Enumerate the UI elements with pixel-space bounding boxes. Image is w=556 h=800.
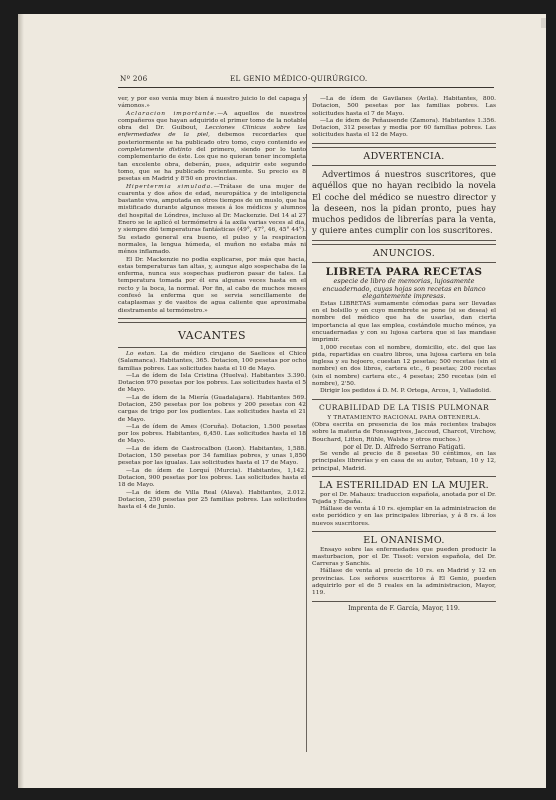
section-rule [312,399,496,400]
paragraph: Hipertermia simulada.—Trátase de una mujer de cuarenta y dos años de edad, neuropática y de inteligencia bastante viva, amputada en otros tiempos de un muslo, que ha mistificado durante algunos meses á los médicos y alumnos del hospital de Lóndres, incluso al Dr. Mackenzie. Del 14 al 27 Enero se le aplicó el termómetro á la axila varias veces al dia, y siempre dió temperaturas fantásticas (49°, 47°, 46, 45° 44°). Su estado general era bueno, el pulso y la respiracion normales, la lengua húmeda, el muñon no estaba más ni ménos inflamado. [118,183,306,256]
advertencia-heading: ADVERTENCIA. [363,150,445,162]
imprint-line: Imprenta de F. García, Mayor, 119. [348,604,460,612]
paragraph: El Dr. Mackenzie no podia explicarse, por más que hacia, estas temperaturas tan altas, y, aunque algo sospechaba de la enferma, nunca sus sospechas pudieron pasar de tales. La temperatura tomada por él era algunas veces hasta en el recto y la boca, la normal. Por fin, al cabo de muchos meses confesó la enferma que se servia sencillamente de cataplasmas y de vasitos de agua caliente que aproximaba diestramente al termómetro.» [118,256,306,314]
curabilidad-author: por el Dr. D. Alfredo Serrano Fatigati. [342,442,466,451]
corner-mark [541,18,546,28]
section-rule [118,347,306,348]
section-rule [118,318,306,323]
vacancy-item: —La de ídem de Isla Cristina (Huelva). Habitantes 3.390. Dotacion 970 pesetas por los pobres. Las solicitudes hasta el 5 de Mayo. [118,372,306,394]
header-rule [118,87,494,88]
left-column [118,96,306,511]
page-header [120,74,490,88]
vacantes-heading: VACANTES [177,328,247,342]
esterilidad-heading: LA ESTERILIDAD EN LA MUJER. [319,480,489,492]
page-edge-shadow [18,14,24,788]
libreta-subtitle: especie de libro de memorias, lujosamente encuadernado, cuyas hojas son recetas en blanco elegantemente impresas. [322,277,486,301]
paragraph: Estas LIBRETAS sumamente cómodas para ser llevadas en el bolsillo y en cuyo membrete se pone (si se desea) el nombre del médico que ha de usarlas, dan cierta importancia al que las emplea, costándole mucho ménos, ya encuadernadas y con su lujosa cartera que si las mandase imprimir. [312,300,496,344]
right-column [312,96,496,612]
advertencia-block [312,169,496,236]
page-number: Nº 206 [120,74,148,83]
section-rule [312,601,496,602]
vacancy-item: —La de ídem de Ames (Coruña). Dotacion, 1.500 pesetas por los pobres. Habitantes, 6,450. Las solicitudes hasta el 18 de Mayo. [118,423,306,445]
paragraph: Se vende al precio de 8 pesetas 50 céntimos, en las principales librerías y en casa de su autor, Tetuan, 10 y 12, principal, Madrid. [312,451,496,472]
curabilidad-heading: CURABILIDAD DE LA TISIS PULMONAR [318,402,490,412]
paragraph: Dirigir los pedidos á D. M. P. Ortega, Arcos, 1, Valladolid. [320,388,491,395]
vacancy-item: —La de ídem de la Miería (Guadalajara). Habitantes 569. Dotacion, 250 pesetas por los pobres y 200 pesetas con 42 cargas de trigo por los pudientes. Las solicitudes hasta el 21 de Mayo. [118,394,306,423]
anuncios-heading: ANUNCIOS. [372,247,436,259]
column-divider [306,94,307,752]
section-rule [312,165,496,166]
vacancy-item: —La de ídem de Castrocalbon (Leon). Habitantes, 1,588. Dotacion, 150 pesetas por 34 familias pobres, y unas 1,850 pesetas por las igualas. Las solicitudes hasta el 17 de Mayo. [118,445,306,467]
section-rule [312,262,496,263]
paragraph: Hállase de venta al precio de 10 rs. en Madrid y 12 en provincias. Los señores suscritores á El Genio, pueden adquirirlo por el de 5 reales en la administracion, Mayor, 119. [312,568,496,597]
paragraph: Ensayo sobre las enfermedades que pueden producir la masturbacion, por el Dr. Tissot: version española, del Dr. Carreras y Sanchis. [312,546,496,568]
section-rule [312,143,496,148]
paragraph: ver, y por eso venia muy bien á nuestro juicio lo del capaga y vámonos.» [118,96,306,110]
section-rule [312,476,496,477]
vacancy-item: —La de ídem de Peñausende (Zamora). Habitantes 1.356. Dotacion, 312 pesetas y media por 60 familias pobres. Las solicitudes hasta el 12 de Mayo. [312,117,496,139]
paragraph: 1,000 recetas con el nombre, domicilio, etc. del que las pida, repartidas en cuatro libros, una lujosa cartera en tela inglesa y su hojoero, cuestan 12 pesetas; 500 recetas (sin el nombre) en dos libros, cartera etc., 6 pesetas; 200 recetas (sin el nombre) cartera etc., 4 pesetas; 250 recetas (sin el nombre), 2'50. [312,344,496,388]
vacancy-item: Lo estan. La de médico cirujano de Saelices el Chico (Salamanca). Habitantes, 365. Dotacion, 100 pesetas por ocho familias pobres. Las solicitudes hasta el 10 de Mayo. [118,350,306,372]
section-rule [312,240,496,245]
paragraph: Aclaracion importante.—A aquellos de nuestros compañeros que hayan adquirido el primer tomo de la notable obra del Dr. Guibout, Lecciones Clinicas sobre las enfermedades de la piel, debemos recordarles que posteriormente se ha publicado otro tomo, cuyo contenido es completamente distinto del primero, siendo por lo tanto complementario de éste. Los que no quieran tener incompleta tan excelente obra, deberán, pues, adquirir este segundo tomo, que se ha publicado recientemente. Su precio es 8 pesetas en Madrid y 8'50 en provincias. [118,110,307,183]
paragraph: (Obra escrita en presencia de los más recientes trabajos sobre la materia de Fonssagrives, Jaccoud, Charcot, Virchow, Bouchard, Litten, Rühle, Walshe y otros muchos.) [312,421,496,443]
section-heading: Aclaracion importante. [126,110,218,117]
paragraph: Hállase de venta á 10 rs. ejemplar en la administracion de este periódico y en las principales librerías, y á 8 rs. á los nuevos suscritores. [312,506,496,527]
libreta-heading: LIBRETA PARA RECETAS [325,266,483,278]
vacancy-item: —La de ídem de Villa Real (Alava). Habitantes, 2.012. Dotacion, 250 pesetas por 25 familias pobres. Las solicitudes hasta el 4 de Junio. [118,489,306,511]
vacancy-item: —La de ídem de Lorquí (Murcia). Habitantes, 1,142. Dotacion, 900 pesetas por los pobres. Las solicitudes hasta el 18 de Mayo. [118,467,306,489]
paragraph: por el Dr. Mahaux: traduccion española, anotada por el Dr. Tejada y España. [312,491,496,505]
section-rule [312,531,496,532]
vacancy-item: —La de ídem de Gavilanes (Avila). Habitantes, 800. Dotacion, 500 pesetas por las familias pobres. Las solicitudes hasta el 7 de Mayo. [312,96,496,117]
journal-title: EL GENIO MÉDICO-QUIRÚRGICO. [230,74,368,83]
section-heading: Hipertermia simulada. [126,183,214,190]
curabilidad-subtitle: Y TRATAMIENTO RACIONAL PARA OBTENERLA. [327,414,481,421]
paragraph: Advertimos á nuestros suscritores, que aquéllos que no hayan recibido la novela El coche del médico se nuestro director y la deseen, nos la pidan pronto, pues hay muchos pedidos de librerías para la venta, y quiere antes cumplir con los suscritores. [312,169,496,236]
onanismo-heading: EL ONANISMO. [363,535,445,546]
